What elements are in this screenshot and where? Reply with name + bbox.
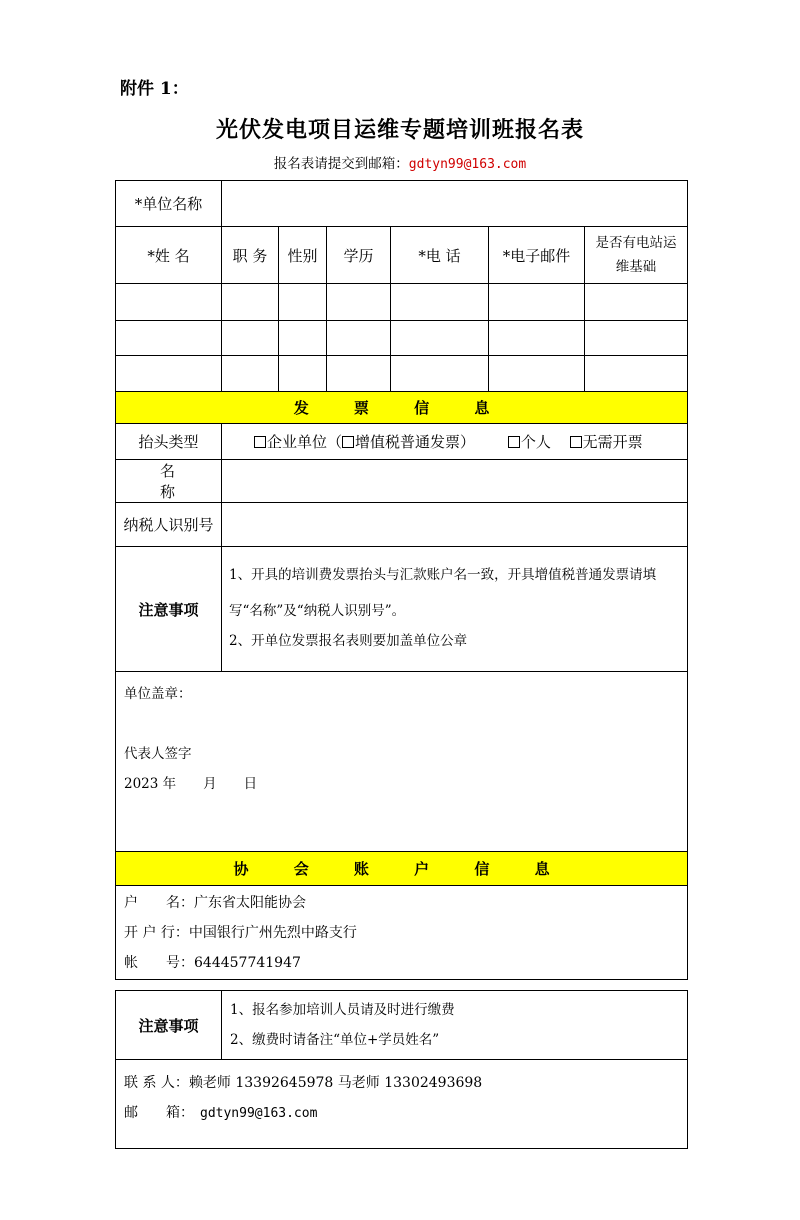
table-cell[interactable] (327, 356, 391, 392)
payment-note-1: 1、报名参加培训人员请及时进行缴费 (230, 1002, 455, 1018)
account-info-header: 协 会 账 户 信 息 (116, 852, 688, 886)
col-name: *姓 名 (116, 227, 222, 284)
stamp-section (116, 672, 688, 852)
table-row (116, 284, 688, 321)
notes-label: 注意事项 (116, 547, 222, 672)
unit-name-field[interactable] (222, 181, 688, 227)
table-cell[interactable] (585, 321, 688, 356)
table-cell[interactable] (222, 284, 279, 321)
account-info (116, 886, 688, 980)
col-gender: 性别 (279, 227, 327, 284)
payment-note-2: 2、缴费时请备注“单位+学员姓名” (230, 1032, 440, 1048)
no-invoice-option-label: 无需开票 (582, 433, 643, 451)
table-cell[interactable] (116, 356, 222, 392)
column-header-row (116, 227, 688, 284)
table-cell[interactable] (116, 284, 222, 321)
table-cell[interactable] (585, 284, 688, 321)
invoice-notes (222, 547, 688, 672)
table-cell[interactable] (222, 356, 279, 392)
no-invoice-checkbox[interactable] (570, 436, 582, 448)
date-label: 2023 年 月 日 (124, 776, 258, 792)
registration-table (115, 180, 688, 980)
title-type-options (222, 424, 688, 460)
company-option-label: 企业单位（ (267, 433, 343, 451)
table-cell[interactable] (116, 321, 222, 356)
taxpayer-id-field[interactable] (222, 503, 688, 547)
contact-email-row (124, 1098, 679, 1129)
table-row (116, 321, 688, 356)
payment-notes-label: 注意事项 (116, 991, 222, 1060)
table-cell[interactable] (279, 321, 327, 356)
company-checkbox[interactable] (254, 436, 266, 448)
table-cell[interactable] (327, 284, 391, 321)
table-cell[interactable] (279, 284, 327, 321)
col-position: 职 务 (222, 227, 279, 284)
col-phone: *电 话 (391, 227, 489, 284)
representative-signature-label: 代表人签字 (124, 746, 192, 762)
title-type-label: 抬头类型 (116, 424, 222, 460)
table-cell[interactable] (489, 321, 585, 356)
table-row (116, 356, 688, 392)
bank-name: 开 户 行：中国银行广州先烈中路支行 (124, 925, 357, 941)
contact-info (116, 1060, 688, 1149)
invoice-note-2: 2、开单位发票报名表则要加盖单位公章 (229, 633, 468, 649)
unit-name-label: *单位名称 (116, 181, 222, 227)
contact-email-label: 邮 箱： (124, 1105, 194, 1121)
table-cell[interactable] (327, 321, 391, 356)
contact-persons: 联 系 人：赖老师 13392645978 马老师 13302493698 (124, 1075, 483, 1091)
account-name: 户 名：广东省太阳能协会 (124, 895, 306, 911)
table-cell[interactable] (391, 284, 489, 321)
contact-table (115, 990, 688, 1149)
submit-email-link[interactable]: gdtyn99@163.com (408, 157, 527, 172)
vat-checkbox[interactable] (342, 436, 354, 448)
table-cell[interactable] (585, 356, 688, 392)
page-title: 光伏发电项目运维专题培训班报名表 (215, 117, 584, 143)
table-cell[interactable] (279, 356, 327, 392)
taxpayer-id-label: 纳税人识别号 (116, 503, 222, 547)
col-om-experience: 是否有电站运维基础 (585, 227, 688, 284)
col-education: 学历 (327, 227, 391, 284)
invoice-note-1: 1、开具的培训费发票抬头与汇款账户名一致，开具增值税普通发票请填写“名称”及“纳税人识别号”。 (229, 567, 657, 619)
stamp-label: 单位盖章： (124, 686, 192, 702)
subtitle-prefix: 报名表请提交到邮箱： (273, 156, 409, 172)
invoice-name-field[interactable] (222, 460, 688, 503)
subtitle (0, 152, 800, 172)
invoice-name-label: 名 称 (116, 460, 222, 503)
contact-email[interactable]: gdtyn99@163.com (200, 1106, 318, 1121)
vat-option-label: 增值税普通发票） (355, 433, 476, 451)
table-cell[interactable] (391, 321, 489, 356)
account-number: 帐 号：644457741947 (124, 955, 301, 971)
payment-notes (222, 991, 688, 1060)
table-cell[interactable] (222, 321, 279, 356)
invoice-info-header: 发 票 信 息 (116, 392, 688, 424)
personal-checkbox[interactable] (508, 436, 520, 448)
table-cell[interactable] (489, 356, 585, 392)
personal-option-label: 个人 (520, 433, 551, 451)
table-cell[interactable] (489, 284, 585, 321)
table-cell[interactable] (391, 356, 489, 392)
attachment-label: 附件 1： (120, 79, 189, 99)
col-email: *电子邮件 (489, 227, 585, 284)
